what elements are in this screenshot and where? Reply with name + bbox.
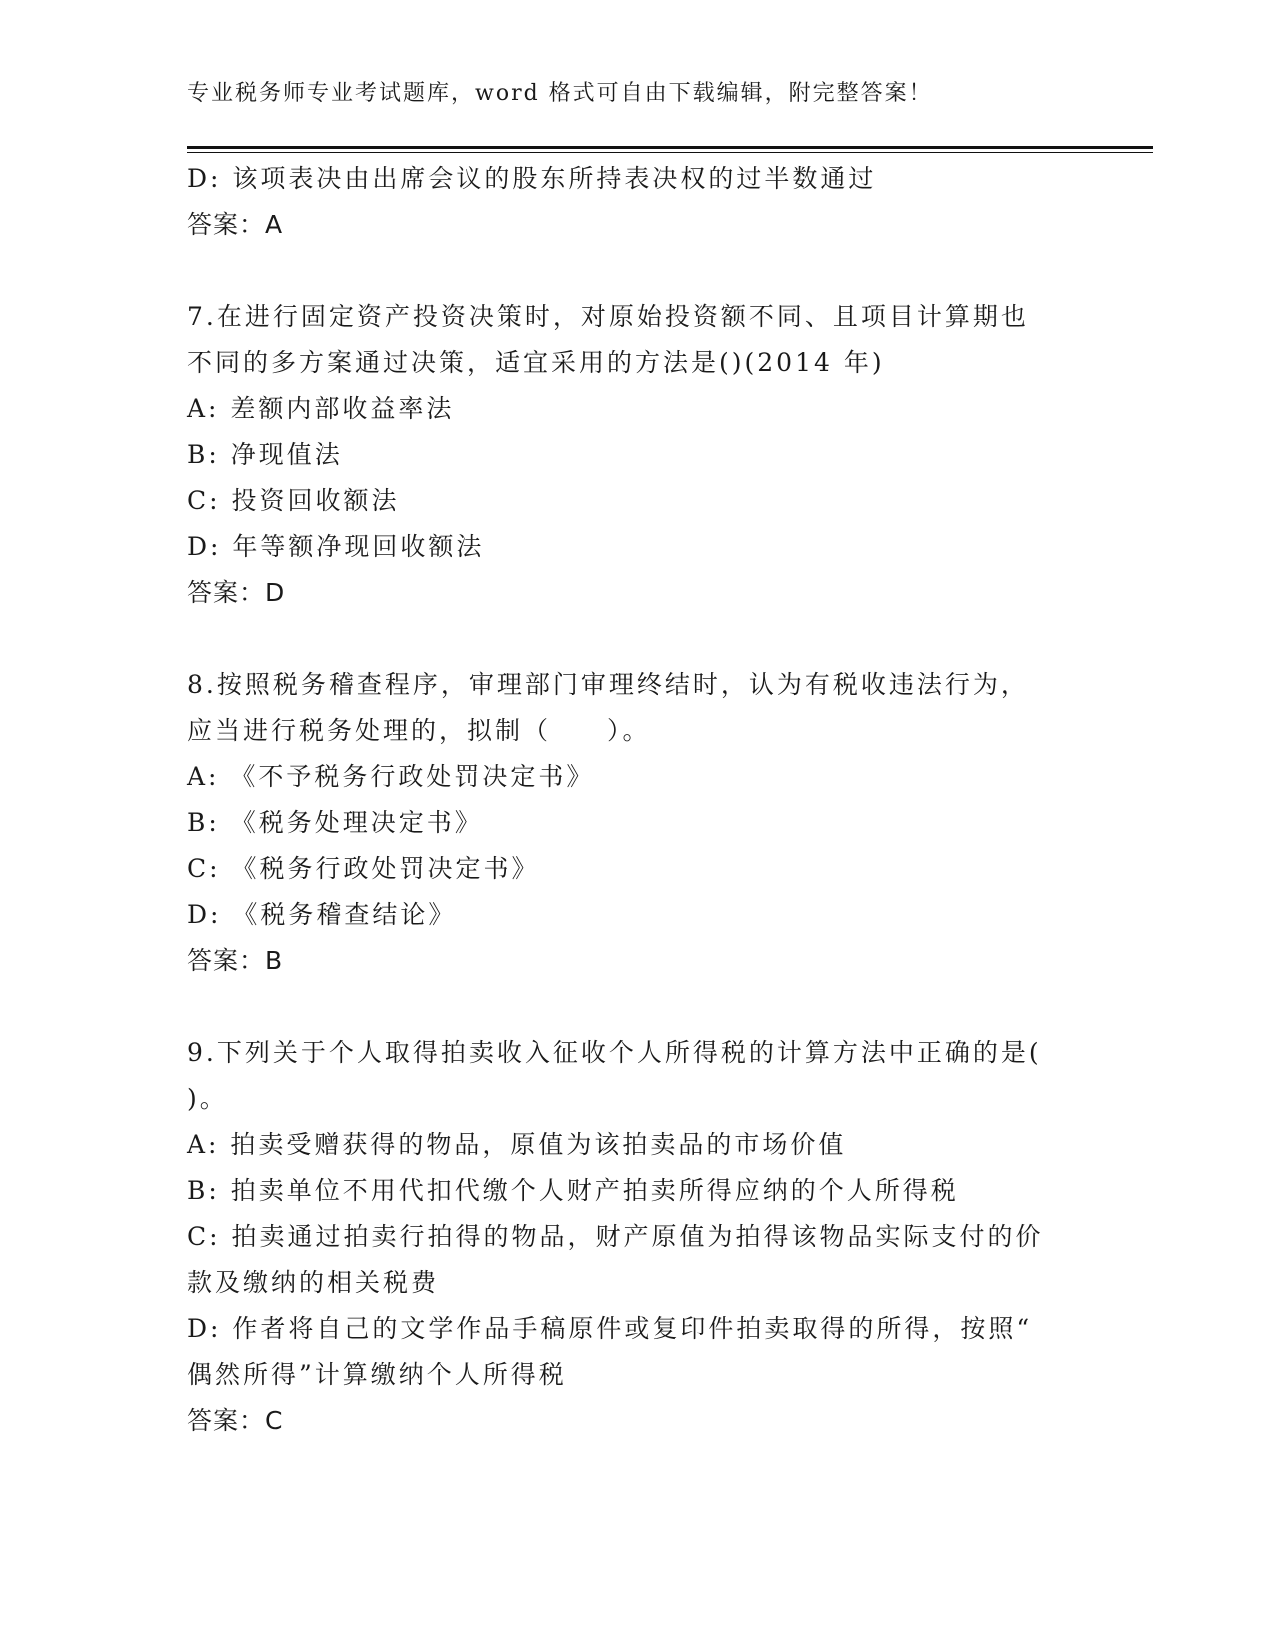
answer: 答案：B [187, 946, 284, 975]
option-c: C: 拍卖通过拍卖行拍得的物品，财产原值为拍得该物品实际支付的价 [187, 1222, 1044, 1251]
question-stem: 应当进行税务处理的，拟制（ ）。 [187, 716, 651, 745]
question-stem: 9.下列关于个人取得拍卖收入征收个人所得税的计算方法中正确的是( [187, 1038, 1042, 1067]
question-7 [187, 294, 1087, 616]
question-content [187, 156, 1087, 1444]
option-a: A: 《不予税务行政处罚决定书》 [187, 762, 595, 791]
option-b: B: 净现值法 [187, 440, 343, 469]
option-b: B: 《税务处理决定书》 [187, 808, 483, 837]
answer: 答案：C [187, 1406, 284, 1435]
option-d: D: 该项表决由出席会议的股东所持表决权的过半数通过 [187, 164, 877, 193]
question-stem: 8.按照税务稽查程序，审理部门审理终结时，认为有税收违法行为， [187, 670, 1029, 699]
page-header: 专业税务师专业考试题库，word 格式可自由下载编辑，附完整答案！ [187, 81, 933, 106]
question-stem: 7.在进行固定资产投资决策时，对原始投资额不同、且项目计算期也 [187, 302, 1029, 331]
option-c: C: 投资回收额法 [187, 486, 400, 515]
question-stem: )。 [187, 1084, 228, 1113]
option-d: D: 年等额净现回收额法 [187, 532, 485, 561]
answer: 答案：A [187, 210, 284, 239]
prev-question [187, 156, 1087, 248]
option-d: D: 《税务稽查结论》 [187, 900, 457, 929]
question-stem: 不同的多方案通过决策，适宜采用的方法是()(2014 年) [187, 348, 885, 377]
option-c: C: 《税务行政处罚决定书》 [187, 854, 540, 883]
option-a: A: 拍卖受赠获得的物品，原值为该拍卖品的市场价值 [187, 1130, 847, 1159]
option-c-continued: 款及缴纳的相关税费 [187, 1268, 440, 1297]
question-8 [187, 662, 1087, 984]
option-a: A: 差额内部收益率法 [187, 394, 455, 423]
option-d: D: 作者将自己的文学作品手稿原件或复印件拍卖取得的所得，按照“ [187, 1314, 1033, 1343]
answer: 答案：D [187, 578, 286, 607]
option-b: B: 拍卖单位不用代扣代缴个人财产拍卖所得应纳的个人所得税 [187, 1176, 959, 1205]
header-rule-thick [187, 146, 1153, 149]
question-9 [187, 1030, 1087, 1444]
header-rule-thin [187, 152, 1153, 153]
option-d-continued: 偶然所得”计算缴纳个人所得税 [187, 1360, 567, 1389]
